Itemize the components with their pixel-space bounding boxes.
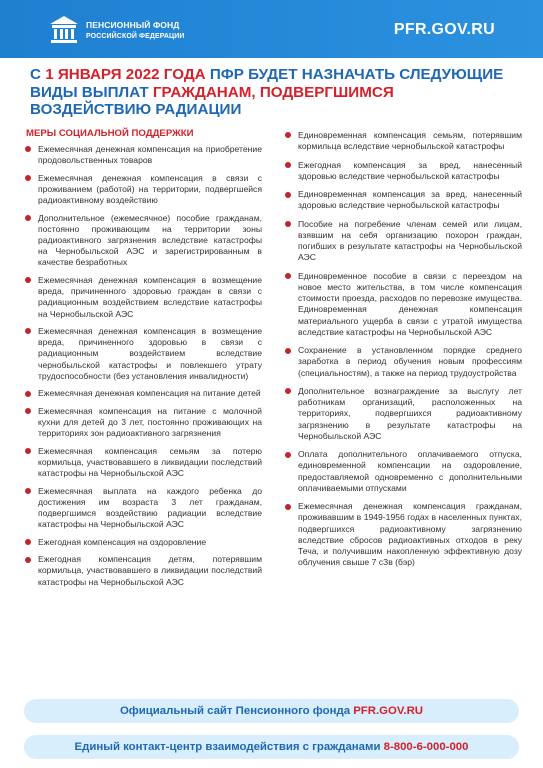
left-column — [22, 128, 262, 594]
title-part3: ПФР БУДЕТ НАЗНАЧАТЬ СЛЕДУЮЩИЕ ВИДЫ ВЫПЛАТ — [30, 66, 504, 101]
title-part5: ВОЗДЕЙСТВИЮ РАДИАЦИИ — [30, 101, 242, 118]
list-item — [22, 537, 262, 548]
list-item-text: Ежемесячная денежная компенсация в связи с проживанием (работой) на территории, подвергшейся радиоактивному воздействию — [38, 172, 262, 206]
bullet-icon — [25, 448, 31, 454]
bullet-icon — [285, 192, 291, 198]
bullet-icon — [25, 408, 31, 414]
list-item-text: Ежемесячная денежная компенсация на приобретение продовольственных товаров — [38, 144, 262, 166]
list-item — [22, 406, 262, 440]
bullet-icon — [285, 132, 291, 138]
list-item — [22, 326, 262, 382]
footer-contact-bar — [24, 735, 519, 759]
list-item — [282, 271, 522, 338]
footer-contact-text: Единый контакт-центр взаимодействия с гражданами — [74, 741, 384, 753]
list-item-text: Ежегодная компенсация на оздоровление — [38, 536, 207, 547]
list-item — [282, 449, 522, 494]
bullet-icon — [25, 215, 31, 221]
org-line1: ПЕНСИОННЫЙ ФОНД — [86, 20, 180, 30]
bullet-icon — [25, 146, 31, 152]
list-item — [282, 160, 522, 182]
title-citizens: ГРАЖДАНАМ, ПОДВЕРГШИМСЯ — [152, 83, 394, 101]
list-item — [282, 219, 522, 264]
bullet-icon — [25, 175, 31, 181]
footer-phone[interactable]: 8-800-6-000-000 — [383, 741, 469, 753]
list-item-text: Дополнительное вознаграждение за выслугу лет работникам организаций, расположенных на территориях, подвергшихся радиоактивному загрязнению в результате катастрофы на Чернобыльской АЭС — [298, 385, 522, 441]
bullet-icon — [25, 488, 31, 494]
list-item — [22, 213, 262, 269]
header-bar — [0, 0, 543, 58]
list-item — [282, 345, 522, 379]
bullet-icon — [25, 557, 31, 563]
list-item-text: Единовременное пособие в связи с переездом на новое место жительства, в том числе компенсация стоимости проезда, расходов по перевозке имущества. Единовременная денежная компенсация материального ущерба в связи с утратой имущества вследствие катастрофы на Чернобыльской АЭС — [298, 270, 522, 337]
list-item-text: Сохранение в установленном порядке среднего заработка в период обучения новым профессиям (специальностям), а также на период трудоустройства — [298, 345, 522, 378]
bullet-icon — [25, 328, 31, 334]
bullet-icon — [25, 277, 31, 283]
right-column — [282, 130, 522, 576]
bullet-icon — [285, 162, 291, 168]
list-item — [22, 144, 262, 166]
bullet-icon — [285, 221, 291, 227]
right-list — [282, 130, 522, 568]
list-item-text: Ежемесячная компенсация семьям за потерю кормильца, участвовавшего в ликвидации последствий катастрофы на Чернобыльской АЭС — [38, 445, 262, 479]
list-item-text: Ежемесячная денежная компенсация в возмещение вреда, причиненного здоровью в связи с радиационным воздействием вследствие чернобыльской катастрофы и повлекшего утрату трудоспособности (без установления инвалидности) — [38, 326, 262, 381]
footer-website-link[interactable]: PFR.GOV.RU — [353, 705, 424, 717]
list-item-text: Оплата дополнительного оплачиваемого отпуска, единовременной компенсации на оздоровление, предоставляемой одновременно с дополнительными оплачиваемыми отпусками — [298, 449, 522, 493]
bullet-icon — [285, 452, 291, 458]
list-item-text: Ежемесячная компенсация на питание с молочной кухни для детей до 3 лет, постоянно проживающих на территориях зон радиоактивного загрязнения — [38, 405, 262, 439]
list-item-text: Дополнительное (ежемесячное) пособие гражданам, постоянно проживающим на территории зоны радиоактивного загрязнения вследствие катастрофы на Чернобыльской АЭС и зарегистрированным в качестве безработных — [38, 212, 262, 268]
title-part1: С — [30, 66, 46, 83]
bullet-icon — [285, 504, 291, 510]
list-item — [22, 486, 262, 531]
list-item-text: Пособие на погребение членам семей или лицам, взявшим на себя организацию похорон граждан, погибших в результате катастрофы на Чернобыльской АЭС — [298, 218, 522, 263]
list-item-text: Ежемесячная денежная компенсация гражданам, проживавшим в 1949-1956 годах в населенных пунктах, подвергшихся радиоактивному загрязнению вследствие сбросов радиоактивных отходов в реку Теча, и получившим накопленную эффективную дозу облучения свыше 7 сЗв (бэр) — [298, 501, 522, 568]
bullet-icon — [25, 539, 31, 545]
list-item — [22, 446, 262, 480]
org-line2: РОССИЙСКОЙ ФЕДЕРАЦИИ — [86, 33, 185, 40]
list-item — [282, 189, 522, 211]
list-item-text: Ежегодная компенсация детям, потерявшим кормильца, участвовавшего в ликвидации последствий катастрофы на Чернобыльской АЭС — [38, 554, 262, 587]
left-list — [22, 144, 262, 588]
list-item — [22, 275, 262, 320]
list-item — [22, 388, 262, 399]
bullet-icon — [285, 273, 291, 279]
bullet-icon — [25, 391, 31, 397]
footer-website-bar — [24, 699, 519, 723]
bullet-icon — [285, 348, 291, 354]
list-item — [22, 554, 262, 588]
list-item — [22, 173, 262, 207]
site-link[interactable]: PFR.GOV.RU — [393, 21, 495, 38]
list-item-text: Ежемесячная денежная компенсация в возмещение вреда, причиненного здоровью граждан в связи с радиационным воздействием вследствие катастрофы на Чернобыльской АЭС — [38, 274, 262, 319]
org-name — [86, 20, 185, 42]
pfr-logo-icon — [48, 14, 80, 44]
title-date: 1 ЯНВАРЯ 2022 ГОДА — [45, 66, 206, 83]
list-item — [282, 130, 522, 152]
list-item-text: Ежемесячная денежная компенсация на питание детей — [38, 388, 261, 399]
list-item-text: Ежегодная компенсация за вред, нанесенный здоровью вследствие чернобыльской катастрофы — [298, 159, 522, 181]
list-item-text: Единовременная компенсация семьям, потерявшим кормильца вследствие чернобыльской катастрофы — [298, 130, 522, 152]
bullet-icon — [285, 388, 291, 394]
list-item — [282, 501, 522, 568]
page-title — [30, 66, 510, 119]
list-item-text: Ежемесячная выплата на каждого ребенка до достижения им возраста 3 лет гражданам, подвергшимся воздействию радиации вследствие катастрофы на Чернобыльской АЭС — [38, 485, 262, 530]
list-item-text: Единовременная компенсация за вред, нанесенный здоровью вследствие чернобыльской катастрофы — [298, 189, 522, 211]
footer-website-text: Официальный сайт Пенсионного фонда — [119, 705, 354, 717]
list-item — [282, 386, 522, 442]
section-heading: МЕРЫ СОЦИАЛЬНОЙ ПОДДЕРЖКИ — [26, 128, 194, 139]
